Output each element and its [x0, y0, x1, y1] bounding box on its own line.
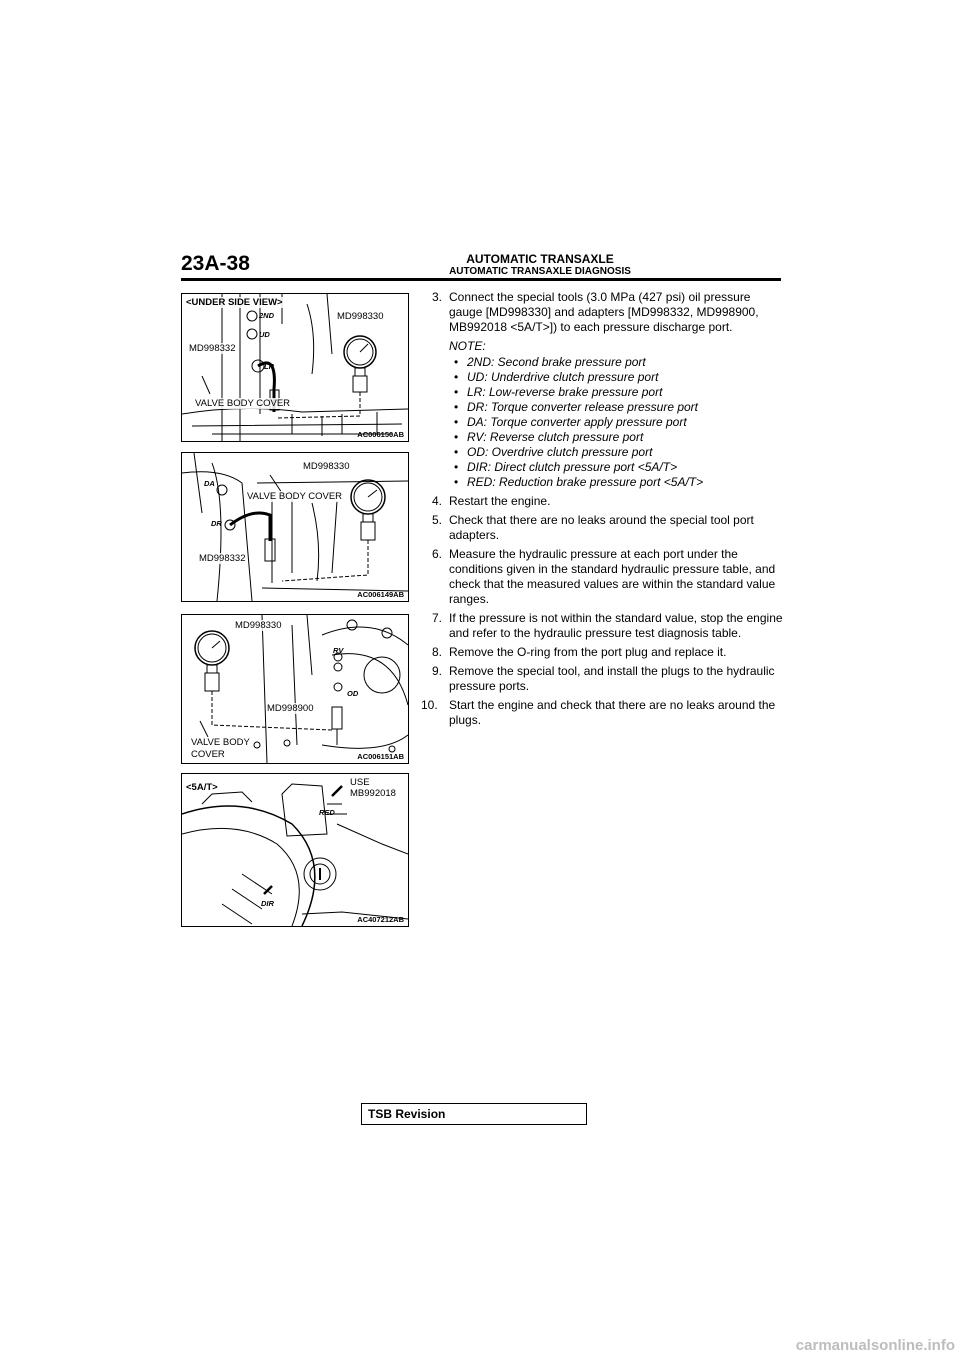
gauge-label: MD998330 [235, 620, 282, 631]
step-number: 4. [432, 494, 443, 508]
step-text: Connect the special tools (3.0 MPa (427 psi) oil pressure gauge [MD998330] and adapters [MD998332, MD998900, MB992018 <5A/T>]) to each pressure discharge port. [449, 290, 759, 334]
figure-rv-od-ports [181, 614, 409, 764]
bullet-icon: • [454, 445, 459, 459]
figure-code: AC407212AB [357, 915, 404, 924]
step-7 [421, 611, 783, 641]
port-2nd-label: 2ND [259, 311, 275, 320]
note-item [421, 460, 783, 475]
step-text: Measure the hydraulic pressure at each port under the conditions given in the standard hydraulic pressure table, and check that the measured values are within the standard value ranges. [449, 547, 776, 606]
port-rv-label: RV [333, 646, 344, 655]
adapter-label: MD998332 [199, 553, 246, 564]
bullet-icon: • [454, 370, 459, 384]
page-number: 23A-38 [181, 252, 250, 275]
step-3 [421, 290, 783, 335]
valve-body-cover-label-line2: COVER [191, 749, 225, 760]
step-text: Restart the engine. [449, 494, 551, 508]
gauge-label: MD998330 [303, 461, 350, 472]
valve-body-cover-label: VALVE BODY COVER [247, 491, 343, 502]
note-item [421, 370, 783, 385]
step-text: Start the engine and check that there are no leaks around the plugs. [449, 698, 776, 727]
adapter-label: MD998900 [267, 703, 314, 714]
figure-code: AC006150AB [357, 430, 404, 439]
view-label: <UNDER SIDE VIEW> [186, 297, 283, 308]
step-5 [421, 513, 783, 543]
note-text: OD: Overdrive clutch pressure port [467, 445, 653, 459]
procedure-steps [421, 290, 783, 732]
port-dr-label: DR [211, 519, 222, 528]
note-text: DIR: Direct clutch pressure port <5A/T> [467, 460, 678, 474]
bullet-icon: • [454, 385, 459, 399]
step-10 [421, 698, 783, 728]
tsb-revision-box [361, 1103, 587, 1125]
valve-body-cover-label: VALVE BODY COVER [195, 398, 291, 409]
step-9 [421, 664, 783, 694]
section-subtitle: AUTOMATIC TRANSAXLE DIAGNOSIS [449, 266, 631, 277]
note-item [421, 385, 783, 400]
step-number: 9. [432, 664, 443, 678]
step-number: 5. [432, 513, 443, 527]
adapter-label: MD998332 [189, 343, 236, 354]
note-item [421, 355, 783, 370]
bullet-icon: • [454, 355, 459, 369]
valve-body-cover-label-line1: VALVE BODY [191, 737, 250, 748]
step-text: If the pressure is not within the standard value, stop the engine and refer to the hydraulic pressure test diagnosis table. [449, 611, 783, 640]
port-dir-label: DIR [261, 899, 274, 908]
step-number: 8. [432, 645, 443, 659]
note-list [421, 355, 783, 490]
step-number: 6. [432, 547, 443, 561]
note-text: DA: Torque converter apply pressure port [467, 415, 687, 429]
section-title: AUTOMATIC TRANSAXLE [466, 252, 614, 266]
note-item [421, 400, 783, 415]
use-label-line1: USE [350, 777, 370, 788]
bullet-icon: • [454, 415, 459, 429]
port-ud-label: UD [259, 330, 270, 339]
bullet-icon: • [454, 460, 459, 474]
step-6 [421, 547, 783, 607]
step-number: 7. [432, 611, 443, 625]
note-item [421, 415, 783, 430]
step-number: 3. [432, 290, 443, 304]
step-4 [421, 494, 783, 509]
step-text: Remove the special tool, and install the plugs to the hydraulic pressure ports. [449, 664, 775, 693]
bullet-icon: • [454, 400, 459, 414]
tsb-revision-label: TSB Revision [368, 1107, 446, 1121]
step-number: 10. [421, 698, 438, 712]
note-text: 2ND: Second brake pressure port [467, 355, 646, 369]
note-text: RED: Reduction brake pressure port <5A/T> [467, 475, 704, 489]
header-divider [181, 278, 781, 281]
note-item [421, 430, 783, 445]
step-8 [421, 645, 783, 660]
step-text: Remove the O-ring from the port plug and replace it. [449, 645, 727, 659]
figure-da-dr-ports [181, 452, 409, 602]
use-label-line2: MB992018 [350, 788, 396, 799]
note-label: NOTE: [449, 339, 486, 353]
figure-5at-ports [181, 773, 409, 927]
step-text: Check that there are no leaks around the special tool port adapters. [449, 513, 754, 542]
bullet-icon: • [454, 475, 459, 489]
port-lr-label: LR [264, 362, 274, 371]
port-da-label: DA [204, 479, 215, 488]
note-text: DR: Torque converter release pressure port [467, 400, 698, 414]
note-text: UD: Underdrive clutch pressure port [467, 370, 659, 384]
gauge-label: MD998330 [337, 311, 384, 322]
port-red-label: RED [319, 808, 335, 817]
view-label: <5A/T> [186, 782, 218, 793]
figure-underside-view [181, 293, 409, 442]
note-item [421, 445, 783, 460]
port-od-label: OD [347, 689, 359, 698]
figure-code: AC006149AB [357, 590, 404, 599]
note-item [421, 475, 783, 490]
note-text: LR: Low-reverse brake pressure port [467, 385, 663, 399]
note-text: RV: Reverse clutch pressure port [467, 430, 644, 444]
watermark: carmanualsonline.info [795, 1337, 955, 1354]
bullet-icon: • [454, 430, 459, 444]
figure-code: AC006151AB [357, 752, 404, 761]
